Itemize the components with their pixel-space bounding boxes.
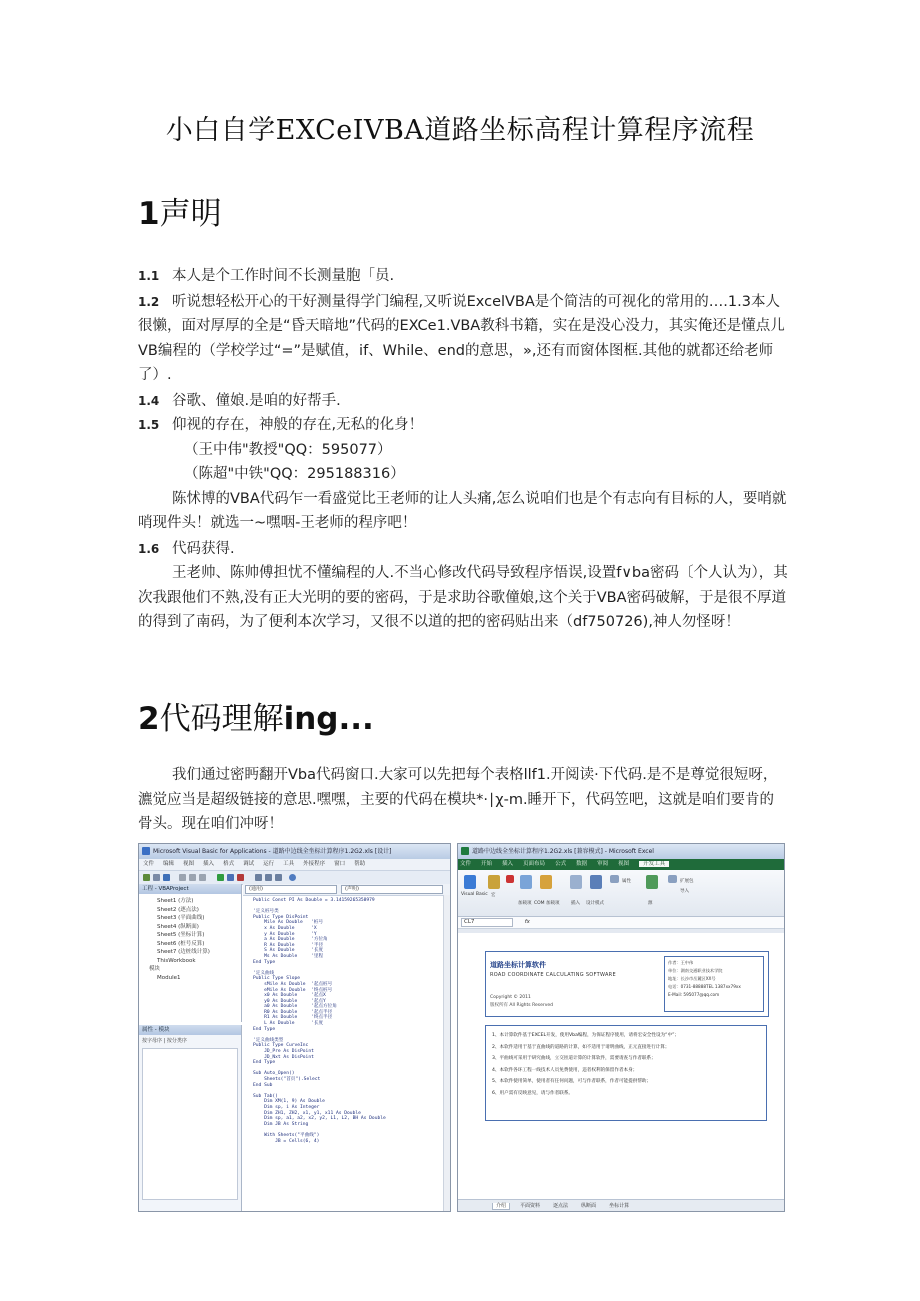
ribbon-label: 加载项 (518, 901, 532, 906)
properties-icon[interactable] (265, 874, 272, 881)
item-1-5: 1.5 仰视的存在，神般的存在,无私的化身！ (138, 417, 424, 433)
paragraph-password: 王老帅、陈帅傅担忧不懂编程的人.不当心修改代码导致程序悟误,设置f∨ba密码〔个人认为），其次我跟他们不熟,没有正大光明的要的密码，于是求助谷歌僮娘,这个关于VBA密码破解，于是很不厚道的得到了南码，为了便利本次学习，又很不以道的把的密码贴出来（df750726),神人勿怪呀！ (138, 565, 788, 630)
menu-insert[interactable]: 插入 (203, 861, 215, 867)
vbe-titlebar: Microsoft Visual Basic for Applications - 道路中边线全坐标计算程序1.2G2.xls [设计] (139, 844, 450, 859)
vbe-screenshot (138, 843, 451, 1212)
usage-notes (485, 1025, 767, 1121)
developer-ribbon (458, 870, 784, 917)
software-banner (485, 951, 769, 1017)
item-1-1: 1.1 本人是个工作时间不长测量胞「员. (138, 268, 395, 284)
visual-basic-icon[interactable] (464, 875, 476, 889)
tree-item[interactable]: Sheet1 (方法) (157, 898, 194, 904)
menu-help[interactable]: 帮助 (354, 861, 366, 867)
tab-file[interactable]: 文件 (460, 861, 472, 867)
section-2-paragraph: 我们通过密眄翻开Vba代码窗口.大家可以先把每个表格llf1.开阅读·下代码.是不是尊觉很短呀，瀌觉应当是超级链接的意思.嘿嘿，主要的代码在模块*·∣χ-m.睡开下，代码笠吧，这就是咱们要肯的骨头。现在咱们冲呀！ (138, 767, 778, 832)
insert-control-icon[interactable] (570, 875, 582, 889)
help-icon[interactable] (289, 874, 296, 881)
project-explorer (139, 884, 242, 1022)
tree-item[interactable]: Sheet5 (坐标计算) (157, 932, 205, 938)
software-title: 道路坐标计算软件 (490, 961, 546, 969)
ribbon-label: 扩展包 (680, 879, 694, 884)
tab-formulas[interactable]: 公式 (555, 861, 567, 867)
ribbon-label: COM 加载项 (534, 901, 560, 906)
menu-view[interactable]: 视图 (183, 861, 195, 867)
properties-tabs[interactable]: 按字母序 | 按分类序 (142, 1038, 187, 1044)
tab-data[interactable]: 数据 (576, 861, 588, 867)
save-icon[interactable] (163, 874, 170, 881)
paragraph-chen-code: 陈怵博的VBA代码乍一看盛觉比王老师的让人头痛,怎么说咱们也是个有志向有目标的人，要哨就哨现件头！就选一~嘿咽-王老师的程序吧！ (138, 490, 787, 531)
formula-bar (458, 917, 784, 929)
menu-addins[interactable]: 外接程序 (303, 861, 326, 867)
ribbon-label: Visual Basic (461, 892, 488, 897)
tab-page-layout[interactable]: 页面布局 (523, 861, 546, 867)
sheet-tab-intro[interactable]: 介绍 (492, 1203, 510, 1210)
design-mode-icon[interactable] (590, 875, 602, 889)
worksheet[interactable] (458, 933, 784, 1199)
menu-run[interactable]: 运行 (263, 861, 275, 867)
software-english-title: ROAD COORDINATE CALCULATING SOFTWARE (490, 972, 616, 978)
tree-item[interactable]: Module1 (157, 974, 181, 981)
menu-format[interactable]: 格式 (223, 861, 235, 867)
note-line: 5、本软件使用简单，使用者有任何问题，可与作者联系，作者可能提供帮助； (492, 1079, 652, 1084)
sheet-tab[interactable]: 平面资料 (520, 1203, 541, 1209)
section-2-heading: 2代码理解ing... (138, 701, 374, 737)
item-1-6: 1.6 代码获得. (138, 540, 235, 557)
excel-titlebar: 道路中边线全坐标计算程序1.2G2.xls [兼容模式] - Microsoft Excel (458, 844, 784, 859)
section-1-items (138, 264, 788, 635)
copy-icon[interactable] (189, 874, 196, 881)
tree-item[interactable]: Sheet3 (平面曲线) (157, 915, 205, 921)
cut-icon[interactable] (179, 874, 186, 881)
menu-file[interactable]: 文件 (143, 861, 155, 867)
project-explorer-title: 工程 - VBAProject (139, 884, 241, 894)
properties-grid[interactable] (142, 1048, 238, 1200)
code-text[interactable]: Public Const PI As Double = 3.14159265358979 '定义桩号类 Public Type DisPoint Mile As Double '桩号 x As Double 'X y As Double 'Y a As Double '方位角 R As Double '半径 S As Double '长度 Ms As Double '里程 End Type '定义曲线 Public Type Slope sMile As Double '起点桩号 eMile As Double '终点桩号 x0 As Double '起点X y0 As Double '起点Y a0 As Double '起点方位角 R0 As Double '起点半径 R1 As Double '终点半径 L As Double '长度 End Type '定义曲线类型 Public Type CurveInc JD_Pre As DisPoint JD_Nxt As DisPoint End Type Sub Auto_Open() Sheets("首页").Select End Sub Sub Tab() Dim XM(1, 9) As Double Dim sp, i As Integer Dim ZH1, ZH2, x1, y1, x11 As Double Dim sp, a1, a2, x2, y2, L1, L2, BH As Double Dim JB As String With Sheets("平曲线") JB = Cells(6, 4) (253, 898, 386, 1144)
note-line: 6、用户需有反映意见，请与作者联系。 (492, 1090, 574, 1096)
insert-module-icon[interactable] (153, 874, 160, 881)
contact-wang: （王中伟"教授"QQ：595077） (184, 441, 392, 458)
project-tree (139, 894, 241, 982)
ribbon-tabs (458, 859, 784, 870)
macros-icon[interactable] (488, 875, 500, 889)
expansion-pack-icon[interactable] (668, 875, 677, 883)
ribbon-label: 源 (648, 901, 653, 906)
tree-item[interactable]: 模块 (149, 966, 161, 972)
code-scrollbar[interactable] (443, 895, 450, 1211)
item-1-2: 1.2 听说想轻松开心的干好测量得学门编程,又听说ExcelVBA是个简洁的可视化的常用的….1.3本人很懒，面对厚厚的全是“昏天暗地”代码的EXCe1.VBA教科书籍，实在是没心没力，其实俺还是懂点儿VB编程的（学校学过“=”是赋值，if、While、end的意思，»,还有而窗体图框.其他的就都还给老师了）. (138, 293, 785, 383)
menu-edit[interactable]: 编辑 (163, 861, 175, 867)
contact-chen: （陈超"中铁"QQ：295188316） (184, 466, 405, 482)
excel-screenshot (457, 843, 785, 1212)
menu-window[interactable]: 窗口 (334, 861, 346, 867)
tree-item[interactable]: ThisWorkbook (157, 957, 196, 964)
tab-insert[interactable]: 插入 (502, 861, 514, 867)
ribbon-label: 插入 (571, 901, 580, 906)
note-line: 1、本计算软件基于EXCEL开发，使用Vba编程，为保证程序使用，请将宏安全性设为“中”； (492, 1033, 680, 1038)
name-box[interactable]: CL7 (461, 918, 513, 927)
tab-home[interactable]: 开始 (481, 861, 493, 867)
ribbon-label: 属性 (622, 879, 631, 884)
code-window (243, 884, 450, 1211)
code-combos (243, 884, 450, 896)
properties-title: 属性 - 模块 (139, 1025, 241, 1035)
note-line: 3、平曲线可采用于研究曲线，立交匝道计算的计算软件，需要请查与作者联系； (492, 1056, 656, 1061)
run-icon[interactable] (217, 874, 224, 881)
excel-view-icon[interactable] (143, 874, 150, 881)
tree-item[interactable]: Sheet6 (桩号反算) (157, 940, 205, 947)
object-browser-icon[interactable] (275, 874, 282, 881)
vba-app-icon (142, 847, 150, 855)
excel-app-icon (461, 847, 469, 855)
tree-item[interactable]: Sheet7 (边桩线计算) (157, 949, 210, 955)
tab-review[interactable]: 审阅 (597, 861, 609, 867)
paste-icon[interactable] (199, 874, 206, 881)
sheet-tab[interactable]: 坐标计算 (609, 1203, 630, 1209)
section-1-heading: 1声明 (138, 196, 222, 232)
reset-icon[interactable] (237, 874, 244, 881)
fx-icon[interactable]: fx (524, 919, 530, 925)
ribbon-label: 宏 (491, 893, 496, 898)
copyright-block: Copyright © 2011 版权所有 All Rights Reserved (490, 995, 554, 1008)
author-info: 作者：王中伟 单位：湖南交通职业技术学院 地址：长沙市岳麓区XX号 电话：0731-88888TEL 1387xx79xx E-Mail: 595077@qq.com (664, 956, 764, 1012)
item-1-4: 1.4 谷歌、僮娘.是咱的好帮手. (138, 392, 341, 409)
note-line: 4、本软件各环工程一线技术人员免费使用，违者权利的保留作者本身； (492, 1067, 638, 1073)
tree-item[interactable]: Sheet2 (逐点法) (157, 906, 199, 913)
tab-developer[interactable]: 开发工具 (639, 861, 669, 867)
sheet-tabs (458, 1199, 784, 1211)
project-explorer-icon[interactable] (255, 874, 262, 881)
properties-icon[interactable] (610, 875, 619, 883)
note-line: 2、本软件适用于基于直曲线的道路的计算，如不适用于请明曲线，正元直接进行计算； (492, 1044, 670, 1050)
record-macro-icon[interactable] (506, 875, 514, 883)
break-icon[interactable] (227, 874, 234, 881)
object-combo[interactable]: (通用) (245, 885, 337, 894)
addins-icon[interactable] (520, 875, 532, 889)
com-addins-icon[interactable] (540, 875, 552, 889)
menu-tools[interactable]: 工具 (283, 861, 295, 867)
source-icon[interactable] (646, 875, 658, 889)
procedure-combo[interactable]: (声明) (341, 885, 443, 894)
vbe-toolbar (139, 871, 450, 885)
sheet-tab[interactable]: 逐点法 (553, 1203, 569, 1209)
ribbon-label: 设计模式 (586, 901, 604, 906)
sheet-tab[interactable]: 纵断面 (581, 1203, 597, 1209)
vbe-menubar (139, 859, 450, 871)
properties-window (139, 1025, 242, 1211)
tree-item[interactable]: Sheet4 (纵断面) (157, 923, 199, 930)
menu-debug[interactable]: 调试 (243, 861, 255, 867)
ribbon-label: 导入 (680, 889, 689, 894)
tab-view[interactable]: 视图 (618, 861, 630, 867)
page-title: 小白自学EXCeIVBA道路坐标高程计算程序流程 (165, 115, 755, 146)
